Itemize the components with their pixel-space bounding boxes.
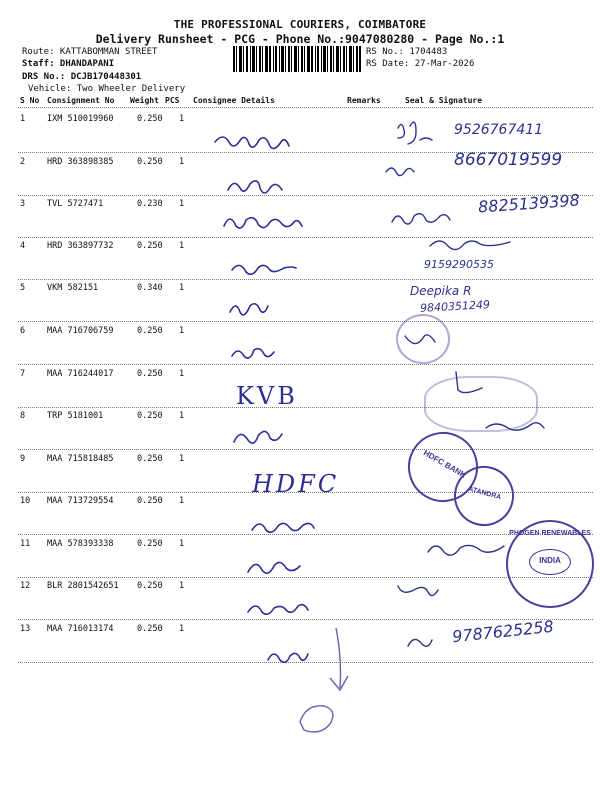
signature-phone-4: 9159290535 — [424, 258, 494, 271]
row-weight: 0.250 — [137, 454, 163, 464]
row-weight: 0.250 — [137, 157, 163, 167]
phogen-stamp-india: INDIA — [529, 549, 571, 575]
row-pcs: 1 — [179, 114, 185, 124]
signature-phone-5: 9840351249 — [419, 298, 491, 315]
row-consignment-no: MAA 713729554 — [47, 496, 114, 506]
row-weight: 0.250 — [137, 581, 163, 591]
row-consignment-no: BLR 2801542651 — [47, 581, 119, 591]
row-consignment-no: TRP 5181001 — [47, 411, 104, 421]
col-consignment: Consignment No — [47, 96, 115, 105]
signature-13 — [408, 639, 432, 646]
row-pcs: 1 — [179, 624, 185, 634]
signature-4 — [430, 241, 510, 250]
row-weight: 0.250 — [137, 411, 163, 421]
row-pcs: 1 — [179, 369, 185, 379]
row-pcs: 1 — [179, 241, 185, 251]
vehicle-label: Vehicle: Two Wheeler Delivery — [28, 84, 186, 94]
row-sno: 13 — [20, 624, 31, 634]
col-weight: Weight — [130, 96, 159, 105]
row-weight: 0.250 — [137, 539, 163, 549]
col-sno: S No — [20, 96, 40, 105]
row-weight: 0.250 — [137, 114, 163, 124]
col-pcs: PCS — [165, 96, 180, 105]
row-consignment-no: HRD 363898385 — [47, 157, 114, 167]
rs-date: RS Date: 27-Mar-2026 — [366, 59, 475, 69]
faded-stamp-2 — [424, 376, 538, 432]
row-weight: 0.250 — [137, 369, 163, 379]
consignee-hdfc: HDFC — [252, 470, 340, 498]
row-pcs: 1 — [179, 283, 185, 293]
row-sno: 8 — [20, 411, 26, 421]
row-sno: 9 — [20, 454, 26, 464]
row-consignment-no: MAA 715818485 — [47, 454, 114, 464]
row-sno: 2 — [20, 157, 26, 167]
runsheet-subtitle: Delivery Runsheet - PCG - Phone No.:9047080280 - Page No.:1 — [95, 32, 505, 46]
row-pcs: 1 — [179, 539, 185, 549]
row-sno: 1 — [20, 114, 26, 124]
signature-scribble-1: 9526767411 — [454, 122, 544, 138]
row-sno: 3 — [20, 199, 26, 209]
signature-phone-2: 8667019599 — [454, 150, 563, 170]
signature-2 — [386, 168, 414, 176]
consignee-kvb: KVB — [236, 382, 298, 410]
signature-3 — [392, 214, 450, 224]
row-pcs: 1 — [179, 496, 185, 506]
col-seal: Seal & Signature — [405, 96, 483, 105]
row-sno: 12 — [20, 581, 31, 591]
staff-label: Staff: DHANDAPANI — [22, 59, 115, 69]
phogen-stamp-text: PHOGEN RENEWABLES — [509, 530, 591, 537]
row-sno: 6 — [20, 326, 26, 336]
col-consignee: Consignee Details — [193, 96, 275, 105]
rs-number: RS No.: 1704483 — [366, 47, 448, 57]
row-sno: 11 — [20, 539, 31, 549]
row-pcs: 1 — [179, 199, 185, 209]
row-consignment-no: MAA 716244017 — [47, 369, 114, 379]
row-weight: 0.250 — [137, 326, 163, 336]
signature-name-5: Deepika R — [410, 284, 472, 298]
row-weight: 0.340 — [137, 283, 163, 293]
faded-stamp-1 — [396, 314, 450, 364]
col-remarks: Remarks — [347, 96, 381, 105]
phogen-stamp — [506, 520, 594, 608]
signature-12 — [398, 586, 438, 596]
row-consignment-no: TVL 5727471 — [47, 199, 104, 209]
row-sno: 10 — [20, 496, 31, 506]
row-weight: 0.230 — [137, 199, 163, 209]
row-pcs: 1 — [179, 454, 185, 464]
company-title: THE PROFESSIONAL COURIERS, COIMBATORE — [173, 18, 427, 31]
row-consignment-no: VKM 582151 — [47, 283, 99, 293]
row-weight: 0.250 — [137, 624, 163, 634]
row-weight: 0.250 — [137, 241, 163, 251]
row-consignment-no: MAA 716013174 — [47, 624, 114, 634]
row-sno: 5 — [20, 283, 26, 293]
row-weight: 0.250 — [137, 496, 163, 506]
signature-1 — [398, 122, 432, 144]
signature-11 — [428, 545, 504, 555]
row-consignment-no: HRD 363897732 — [47, 241, 114, 251]
atandra-stamp-text: ATANDRA — [467, 485, 502, 502]
drs-label: DRS No.: DCJB170448301 — [22, 72, 142, 82]
row-pcs: 1 — [179, 581, 185, 591]
route-label: Route: KATTABOMMAN STREET — [22, 47, 158, 57]
hdfc-bank-stamp-text: HDFC BANK — [421, 448, 468, 480]
row-sno: 7 — [20, 369, 26, 379]
row-pcs: 1 — [179, 326, 185, 336]
row-consignment-no: IXM 510019960 — [47, 114, 114, 124]
signature-phone-3: 8825139398 — [477, 190, 581, 217]
row-pcs: 1 — [179, 411, 185, 421]
row-consignment-no: MAA 578393338 — [47, 539, 114, 549]
row-sno: 4 — [20, 241, 26, 251]
row-pcs: 1 — [179, 157, 185, 167]
row-consignment-no: MAA 716706759 — [47, 326, 114, 336]
signature-phone-13: 9787625258 — [451, 616, 555, 647]
